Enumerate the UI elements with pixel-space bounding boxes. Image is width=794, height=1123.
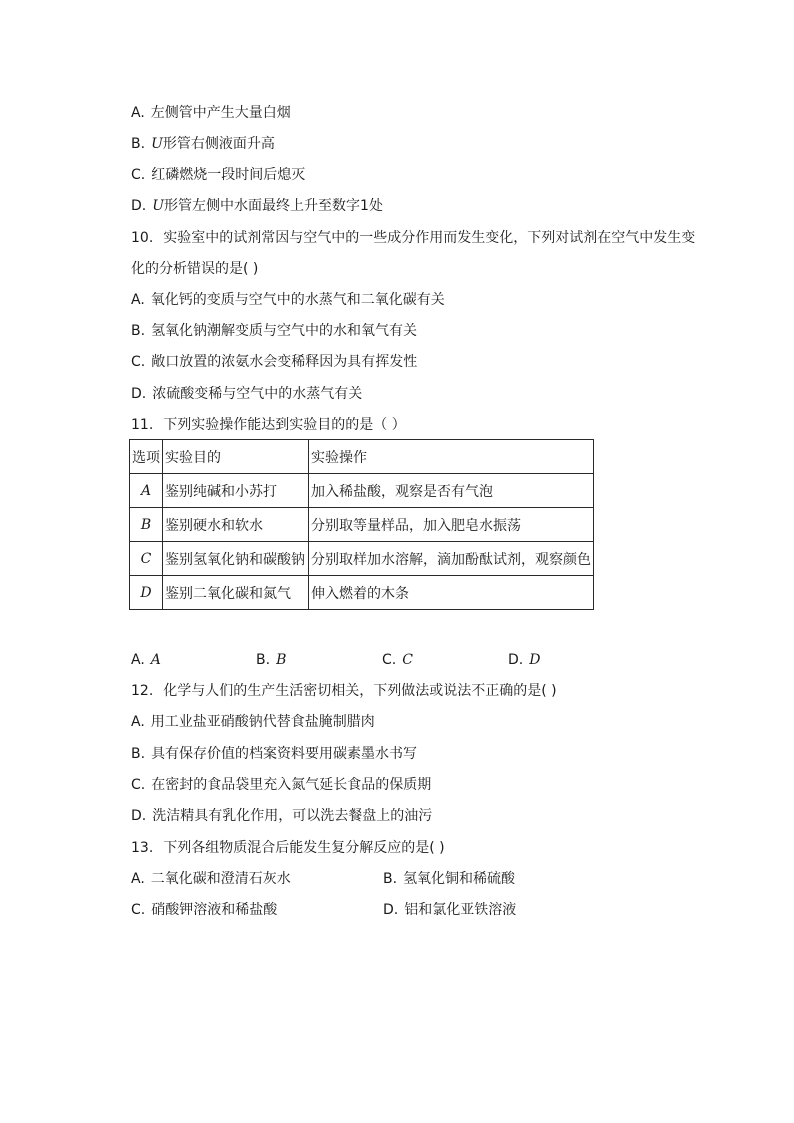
option-text: 氧化钙的变质与空气中的水蒸气和二氧化碳有关 bbox=[150, 292, 445, 308]
row-purpose: 鉴别硬水和软水 bbox=[163, 508, 309, 542]
option-text: 洗洁精具有乳化作用，可以洗去餐盘上的油污 bbox=[152, 808, 433, 824]
option-letter: B. bbox=[131, 746, 146, 762]
q10-stem bbox=[131, 229, 695, 247]
option-letter: C. bbox=[131, 902, 146, 918]
q13-option-c bbox=[131, 901, 277, 919]
option-letter: A. bbox=[131, 105, 145, 121]
option-letter: D. bbox=[131, 808, 147, 824]
option-letter: D. bbox=[508, 652, 524, 668]
question-stem-continued: 化的分析错误的是( ) bbox=[131, 261, 259, 277]
q11-option-c bbox=[382, 651, 413, 669]
header-option: 选项 bbox=[130, 440, 163, 474]
table-header-row bbox=[130, 440, 594, 474]
q13-option-d bbox=[383, 901, 516, 919]
option-text: 红磷燃烧一段时间后熄灭 bbox=[151, 167, 306, 183]
row-operation: 分别取等量样品，加入肥皂水振荡 bbox=[309, 508, 594, 542]
question-stem: 化学与人们的生产生活密切相关，下列做法或说法不正确的是( ) bbox=[163, 683, 557, 699]
q13-option-b bbox=[383, 870, 515, 888]
option-text: 左侧管中产生大量白烟 bbox=[150, 105, 291, 121]
math-variable: B bbox=[276, 652, 287, 668]
table-row bbox=[130, 542, 594, 576]
math-variable: U bbox=[151, 136, 163, 152]
q11-stem bbox=[131, 416, 406, 434]
option-text: 具有保存价值的档案资料要用碳素墨水书写 bbox=[151, 746, 418, 762]
math-variable: C bbox=[402, 652, 413, 668]
row-option: A bbox=[130, 474, 163, 508]
q12-option-b bbox=[131, 745, 417, 763]
option-letter: A. bbox=[131, 292, 145, 308]
option-text: 浓硫酸变稀与空气中的水蒸气有关 bbox=[152, 386, 363, 402]
q12-option-a bbox=[131, 713, 375, 731]
option-letter: C. bbox=[382, 652, 397, 668]
q9-option-d bbox=[131, 197, 383, 215]
header-purpose: 实验目的 bbox=[163, 440, 309, 474]
option-text: 形管左侧中水面最终上升至数字1处 bbox=[164, 198, 383, 214]
header-operation: 实验操作 bbox=[309, 440, 594, 474]
table-row bbox=[130, 576, 594, 610]
question-number: 12. bbox=[131, 683, 154, 699]
q12-option-d bbox=[131, 807, 432, 825]
q9-option-c bbox=[131, 166, 305, 184]
q11-option-d bbox=[508, 651, 540, 669]
option-text: 在密封的食品袋里充入氮气延长食品的保质期 bbox=[151, 777, 432, 793]
option-text: 用工业盐亚硝酸钠代替食盐腌制腊肉 bbox=[150, 714, 375, 730]
question-stem: 实验室中的试剂常因与空气中的一些成分作用而发生变化，下列对试剂在空气中发生变 bbox=[163, 230, 696, 246]
option-letter: D. bbox=[131, 386, 147, 402]
table-row bbox=[130, 474, 594, 508]
option-text: 硝酸钾溶液和稀盐酸 bbox=[151, 902, 278, 918]
q10-option-d bbox=[131, 385, 362, 403]
row-operation: 加入稀盐酸，观察是否有气泡 bbox=[309, 474, 594, 508]
option-text: 形管右侧液面升高 bbox=[162, 136, 275, 152]
math-variable: D bbox=[529, 652, 541, 668]
row-operation: 伸入燃着的木条 bbox=[309, 576, 594, 610]
option-letter: D. bbox=[131, 198, 147, 214]
question-number: 13. bbox=[131, 840, 154, 856]
math-variable: A bbox=[150, 652, 161, 668]
q13-stem bbox=[131, 839, 445, 857]
option-letter: B. bbox=[256, 652, 271, 668]
option-text: 氢氧化钠潮解变质与空气中的水和氧气有关 bbox=[151, 323, 418, 339]
table-row bbox=[130, 508, 594, 542]
option-letter: A. bbox=[131, 871, 145, 887]
q13-option-a bbox=[131, 870, 291, 888]
question-number: 11. bbox=[131, 417, 154, 433]
option-text: 氢氧化铜和稀硫酸 bbox=[403, 871, 516, 887]
option-text: 二氧化碳和澄清石灰水 bbox=[150, 871, 291, 887]
q10-stem-continued bbox=[131, 260, 258, 278]
q11-option-b bbox=[256, 651, 286, 669]
q11-option-a bbox=[131, 651, 161, 669]
row-option: B bbox=[130, 508, 163, 542]
option-text: 铝和氯化亚铁溶液 bbox=[404, 902, 517, 918]
option-letter: A. bbox=[131, 652, 145, 668]
option-text: 敞口放置的浓氨水会变稀释因为具有挥发性 bbox=[151, 354, 418, 370]
q10-option-a bbox=[131, 291, 445, 309]
q12-stem bbox=[131, 682, 557, 700]
row-purpose: 鉴别氢氧化钠和碳酸钠 bbox=[163, 542, 309, 576]
option-letter: C. bbox=[131, 167, 146, 183]
row-option: D bbox=[130, 576, 163, 610]
row-purpose: 鉴别二氧化碳和氮气 bbox=[163, 576, 309, 610]
math-variable: U bbox=[152, 198, 165, 214]
q10-option-c bbox=[131, 353, 417, 371]
q10-option-b bbox=[131, 322, 417, 340]
q9-option-b bbox=[131, 135, 275, 153]
option-letter: B. bbox=[131, 323, 146, 339]
q9-option-a bbox=[131, 104, 291, 122]
option-letter: D. bbox=[383, 902, 399, 918]
q12-option-c bbox=[131, 776, 431, 794]
row-operation: 分别取样加水溶解，滴加酚酞试剂，观察颜色 bbox=[309, 542, 594, 576]
option-letter: A. bbox=[131, 714, 145, 730]
row-option: C bbox=[130, 542, 163, 576]
option-letter: C. bbox=[131, 777, 146, 793]
question-stem: 下列各组物质混合后能发生复分解反应的是( ) bbox=[163, 840, 445, 856]
question-stem: 下列实验操作能达到实验目的的是（ ） bbox=[163, 417, 406, 433]
question-number: 10. bbox=[131, 230, 154, 246]
row-purpose: 鉴别纯碱和小苏打 bbox=[163, 474, 309, 508]
option-letter: C. bbox=[131, 354, 146, 370]
option-letter: B. bbox=[383, 871, 398, 887]
experiment-table bbox=[129, 439, 594, 610]
option-letter: B. bbox=[131, 136, 146, 152]
